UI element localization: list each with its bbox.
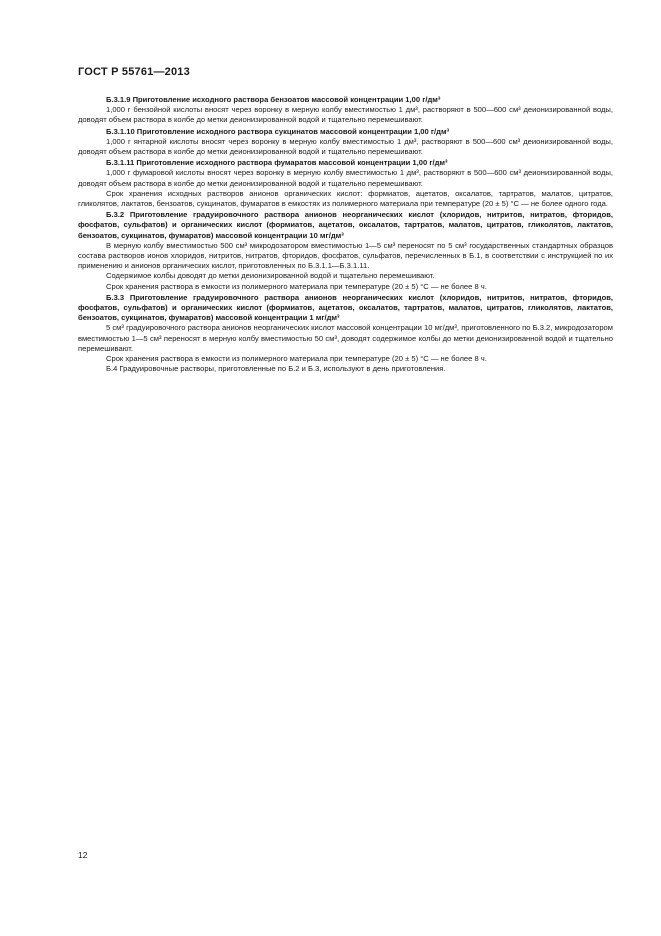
paragraph: Срок хранения раствора в емкости из полимерного материала при температуре (20 ± 5) °С — не более 8 ч. [106, 281, 487, 291]
document-header: ГОСТ Р 55761—2013 [78, 66, 190, 78]
paragraph: 5 см³ градуировочного раствора анионов неорганических кислот массовой концентрации 10 мг/дм³, приготовленного по Б.3.2, микродозатором вместимостью 1—5 см³ переносят в мерную колбу вместимостью 50 см³, доводят содержимое колбы до метки деионизированной водой и тщательно перемешивают. [78, 323, 613, 353]
paragraph: 1,000 г фумаровой кислоты вносят через воронку в мерную колбу вместимостью 1 дм³, растворяют в 500—600 см³ деионизированной воды, доводят объем раствора в колбе до метки деионизированной водой и тщательно перемешивают. [78, 168, 613, 188]
document-body [78, 94, 613, 374]
section-heading-b3-1-9: Б.3.1.9 Приготовление исходного раствора бензоатов массовой концентрации 1,00 г/дм³ [106, 95, 441, 104]
paragraph: В мерную колбу вместимостью 500 см³ микродозатором вместимостью 1—5 см³ переносят по 5 см³ государственных стандартных образцов состава растворов ионов хлоридов, нитритов, нитратов, фторидов, фосфатов, сульфатов, перечисленных в Б.1, в соответствии с инструкцией по их применению и анионов органических кислот, приготовленных по Б.3.1.1—Б.3.1.11. [78, 240, 613, 271]
paragraph: 1,000 г янтарной кислоты вносят через воронку в мерную колбу вместимостью 1 дм³, растворяют в 500—600 см³ деионизированной воды, доводят объем раствора в колбе до метки деионизированной водой и тщательно перемешивают. [78, 136, 613, 157]
page-number: 12 [78, 850, 88, 860]
paragraph: Срок хранения исходных растворов анионов органических кислот: формиатов, ацетатов, оксалатов, тартратов, малатов, цитратов, гликолятов, лактатов, бензоатов, сукцинатов, фумаратов в емкостях из полимерного материала при температуре (20 ± 5) °С — не более одного года. [78, 188, 613, 209]
section-heading-b3-1-10: Б.3.1.10 Приготовление исходного раствора сукцинатов массовой концентрации 1,00 г/дм³ [106, 126, 450, 136]
section-heading-b3-2: Б.3.2 Приготовление градуировочного раствора анионов неорганических кислот (хлоридов, нитритов, нитратов, фторидов, фосфатов, сульфатов) и органических кислот (формиатов, ацетатов, оксалатов, тартратов, малатов, цитратов, гликолятов, лактатов, бензоатов, сукцинатов, фумаратов) массовой концентрации 10 мг/дм³ [78, 210, 613, 240]
paragraph: Содержимое колбы доводят до метки деионизированной водой и тщательно перемешивают. [106, 271, 435, 281]
paragraph-b4: Б.4 Градуировочные растворы, приготовленные по Б.2 и Б.3, используют в день приготовления. [106, 364, 446, 374]
paragraph: 1,000 г бензойной кислоты вносят через воронку в мерную колбу вместимостью 1 дм³, растворяют в 500—600 см³ деионизированной воды, доводят объем раствора в колбе до метки деионизированной водой и тщательно перемешивают. [78, 105, 613, 125]
section-heading-b3-1-11: Б.3.1.11 Приготовление исходного раствора фумаратов массовой концентрации 1,00 г/дм³ [106, 158, 448, 168]
paragraph: Срок хранения раствора в емкости из полимерного материала при температуре (20 ± 5) °С — не более 8 ч. [106, 354, 487, 364]
section-heading-b3-3: Б.3.3 Приготовление градуировочного раствора анионов неорганических кислот (хлоридов, нитритов, нитратов, фторидов, фосфатов, сульфатов) и органических кислот (формиатов, ацетатов, оксалатов, тартратов, малатов, цитратов, гликолятов, лактатов, бензоатов, сукцинатов, фумаратов) массовой концентрации 1 мг/дм³ [78, 292, 613, 323]
